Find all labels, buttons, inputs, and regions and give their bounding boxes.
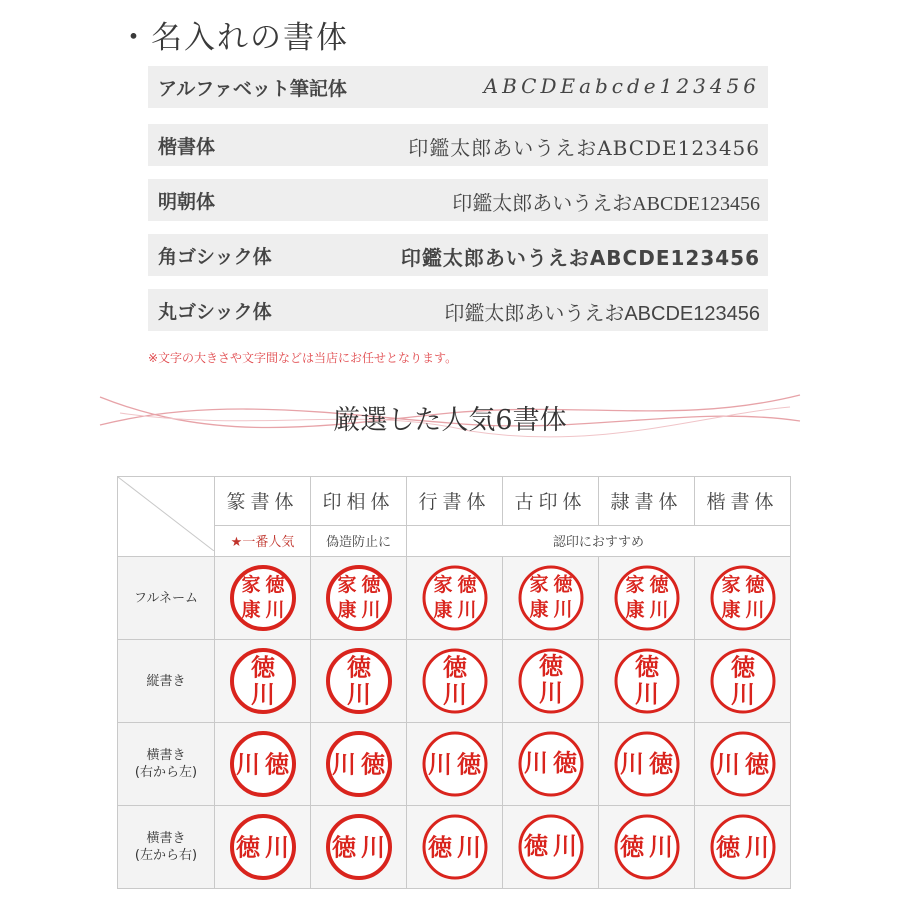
svg-text:川: 川	[442, 679, 467, 709]
svg-text:徳: 徳	[427, 832, 452, 862]
seal-cell	[695, 557, 791, 640]
svg-text:徳: 徳	[619, 833, 644, 861]
seal-cell	[311, 640, 407, 723]
seal-stamp	[516, 812, 586, 882]
col-header-koin: 古印体	[503, 477, 599, 526]
svg-text:川: 川	[250, 679, 275, 709]
seal-stamp	[516, 646, 586, 716]
svg-text:川: 川	[235, 749, 260, 779]
seal-stamp	[228, 646, 298, 716]
svg-text:川: 川	[360, 599, 381, 621]
svg-text:徳: 徳	[360, 574, 381, 596]
svg-text:徳: 徳	[715, 832, 740, 862]
corner-diagonal	[118, 477, 214, 551]
seal-stamp	[324, 563, 394, 633]
col-header-kaisho: 楷書体	[695, 477, 791, 526]
svg-text:徳: 徳	[538, 654, 563, 680]
seal-cell	[407, 640, 503, 723]
seal-cell	[695, 723, 791, 806]
svg-text:川: 川	[715, 749, 740, 779]
seal-cell	[599, 640, 695, 723]
seal-stamp	[708, 646, 778, 716]
svg-text:川: 川	[552, 834, 577, 860]
svg-text:川: 川	[331, 749, 356, 779]
seal-stamp	[324, 729, 394, 799]
svg-text:徳: 徳	[331, 832, 356, 862]
svg-text:家: 家	[336, 574, 357, 596]
svg-text:川: 川	[346, 679, 371, 709]
seal-cell	[503, 723, 599, 806]
svg-text:川: 川	[264, 599, 285, 621]
seal-cell	[215, 723, 311, 806]
svg-text:徳: 徳	[634, 653, 659, 681]
seal-cell	[695, 640, 791, 723]
svg-text:徳: 徳	[250, 652, 275, 682]
svg-text:川: 川	[730, 679, 755, 709]
font-label: 明朝体	[158, 191, 216, 213]
row-label-vertical: 縦書き	[118, 640, 215, 723]
font-label: 丸ゴシック体	[158, 301, 272, 323]
svg-text:徳: 徳	[360, 749, 385, 779]
note-text: ※文字の大きさや文字間などは当店にお任せとなります。	[148, 351, 458, 365]
anti-forgery-note: 偽造防止に	[311, 525, 407, 556]
seal-stamp	[324, 646, 394, 716]
font-row-kaisho	[148, 124, 768, 166]
svg-text:徳: 徳	[456, 574, 477, 596]
seal-stamp	[228, 563, 298, 633]
seal-stamp	[420, 812, 490, 882]
svg-text:徳: 徳	[456, 749, 481, 779]
seal-cell	[215, 806, 311, 889]
svg-text:徳: 徳	[552, 751, 577, 777]
popular-badge: ★一番人気	[215, 525, 311, 556]
seal-cell	[215, 640, 311, 723]
seal-cell	[311, 723, 407, 806]
font-sample: 印鑑太郎あいうえおABCDE123456	[452, 193, 760, 215]
svg-text:徳: 徳	[346, 652, 371, 682]
seal-cell	[503, 640, 599, 723]
svg-text:川: 川	[744, 832, 769, 862]
font-sample: ABCDEabcde123456	[483, 74, 760, 98]
seal-cell	[503, 806, 599, 889]
svg-text:川: 川	[456, 599, 477, 621]
svg-text:康: 康	[720, 599, 741, 621]
svg-text:康: 康	[528, 599, 549, 621]
seal-stamp	[324, 812, 394, 882]
seal-stamp	[516, 563, 586, 633]
svg-text:家: 家	[432, 574, 453, 596]
seal-stamp	[708, 812, 778, 882]
svg-text:川: 川	[264, 832, 289, 862]
svg-text:徳: 徳	[523, 834, 548, 860]
seal-cell	[599, 723, 695, 806]
svg-text:徳: 徳	[264, 749, 289, 779]
font-label: アルファベット筆記体	[158, 78, 347, 100]
popular-fonts-heading: 厳選した人気6書体	[333, 405, 567, 436]
seal-stamp	[708, 563, 778, 633]
seal-cell	[599, 806, 695, 889]
svg-text:家: 家	[720, 574, 741, 596]
svg-text:川: 川	[619, 750, 644, 778]
row-label-fullname: フルネーム	[118, 557, 215, 640]
col-header-gyosho: 行書体	[407, 477, 503, 526]
font-row-kaku-gothic	[148, 234, 768, 276]
svg-text:川: 川	[744, 599, 765, 621]
svg-text:徳: 徳	[442, 652, 467, 682]
seal-stamp	[612, 646, 682, 716]
svg-text:徳: 徳	[552, 574, 573, 596]
seal-stamp	[612, 812, 682, 882]
font-sample: 印鑑太郎あいうえおABCDE123456	[408, 136, 760, 160]
seal-stamp	[228, 812, 298, 882]
svg-text:徳: 徳	[648, 574, 669, 596]
svg-text:康: 康	[240, 599, 261, 621]
row-label-horizontal-ltr: 横書き (左から右)	[118, 806, 215, 889]
seal-stamp	[516, 729, 586, 799]
svg-text:家: 家	[528, 574, 549, 596]
seal-stamp	[708, 729, 778, 799]
col-header-insou: 印相体	[311, 477, 407, 526]
seal-cell	[407, 806, 503, 889]
seal-stamp	[420, 563, 490, 633]
seal-stamp	[228, 729, 298, 799]
svg-text:川: 川	[648, 833, 673, 861]
section-title: ・名入れの書体	[118, 20, 349, 56]
seal-stamp	[420, 729, 490, 799]
svg-text:徳: 徳	[744, 574, 765, 596]
svg-text:川: 川	[427, 749, 452, 779]
seal-font-table	[117, 476, 791, 889]
svg-text:徳: 徳	[264, 574, 285, 596]
col-header-tensho: 篆書体	[215, 477, 311, 526]
seal-cell	[215, 557, 311, 640]
svg-text:徳: 徳	[744, 749, 769, 779]
col-header-reisho: 隷書体	[599, 477, 695, 526]
seal-cell	[407, 557, 503, 640]
font-row-script	[148, 66, 768, 108]
seal-stamp	[612, 563, 682, 633]
seal-cell	[311, 557, 407, 640]
svg-text:徳: 徳	[648, 750, 673, 778]
seal-cell	[503, 557, 599, 640]
svg-text:川: 川	[634, 680, 659, 708]
row-label-horizontal-rtl: 横書き (右から左)	[118, 723, 215, 806]
svg-text:川: 川	[648, 599, 669, 621]
font-label: 角ゴシック体	[158, 246, 272, 268]
svg-text:家: 家	[240, 574, 261, 596]
svg-text:川: 川	[523, 751, 548, 777]
svg-text:川: 川	[456, 832, 481, 862]
svg-text:川: 川	[552, 599, 573, 621]
svg-text:康: 康	[624, 599, 645, 621]
recommend-note: 認印におすすめ	[407, 525, 791, 556]
table-corner	[118, 477, 215, 557]
seal-stamp	[420, 646, 490, 716]
font-sample: 印鑑太郎あいうえおABCDE123456	[400, 246, 760, 270]
seal-cell	[407, 723, 503, 806]
svg-text:川: 川	[360, 832, 385, 862]
svg-text:徳: 徳	[730, 652, 755, 682]
seal-cell	[311, 806, 407, 889]
seal-stamp	[612, 729, 682, 799]
svg-text:康: 康	[432, 599, 453, 621]
svg-text:川: 川	[538, 681, 563, 707]
svg-text:家: 家	[624, 574, 645, 596]
seal-cell	[695, 806, 791, 889]
font-sample: 印鑑太郎あいうえおABCDE123456	[444, 303, 760, 325]
font-row-mincho	[148, 179, 768, 221]
font-label: 楷書体	[158, 136, 216, 158]
svg-text:康: 康	[336, 599, 357, 621]
font-row-maru-gothic	[148, 289, 768, 331]
svg-text:徳: 徳	[235, 832, 260, 862]
seal-cell	[599, 557, 695, 640]
